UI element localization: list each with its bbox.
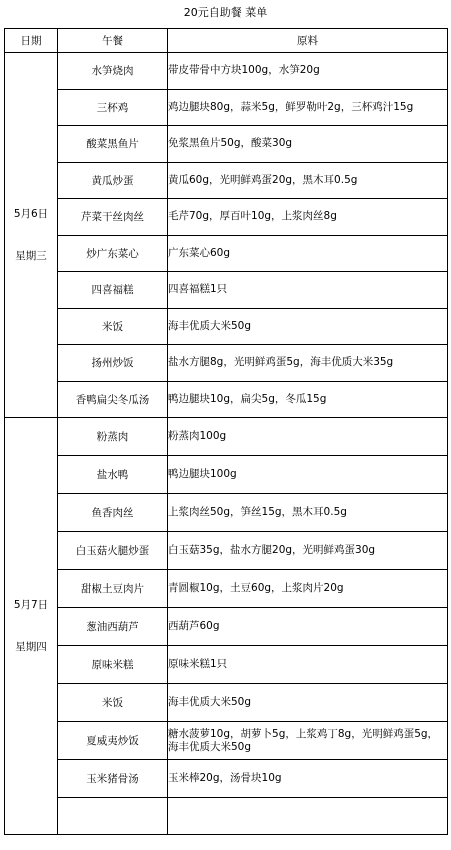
dish-name: 酸菜黑鱼片	[58, 126, 168, 163]
table-row	[5, 89, 448, 126]
dish-ingredients: 西葫芦60g	[168, 608, 448, 646]
table-row	[5, 345, 448, 382]
dish-ingredients: 鸭边腿块10g，扁尖5g，冬瓜15g	[168, 381, 448, 418]
dish-ingredients: 海丰优质大米50g	[168, 684, 448, 722]
date-label: 5月6日	[13, 208, 49, 220]
table-row	[5, 381, 448, 418]
dish-ingredients: 白玉菇35g，盐水方腿20g，光明鲜鸡蛋30g	[168, 532, 448, 570]
table-row	[5, 162, 448, 199]
dish-ingredients: 粉蒸肉100g	[168, 418, 448, 456]
dish-name: 甜椒土豆肉片	[58, 570, 168, 608]
dish-name: 鱼香肉丝	[58, 494, 168, 532]
dish-ingredients: 玉米棒20g，汤骨块10g	[168, 760, 448, 798]
dish-ingredients	[168, 798, 448, 835]
ingredients-line: 海丰优质大米50g	[168, 740, 252, 753]
date-label: 5月7日	[13, 599, 49, 611]
page-title: 20元自助餐 菜单	[183, 6, 268, 19]
dish-ingredients: 黄瓜60g，光明鲜鸡蛋20g，黑木耳0.5g	[168, 162, 448, 199]
table-row	[5, 760, 448, 798]
dish-ingredients: 海丰优质大米50g	[168, 308, 448, 345]
table-row	[5, 684, 448, 722]
dish-name: 四喜福糕	[58, 272, 168, 309]
dish-ingredients: 鸭边腿块100g	[168, 456, 448, 494]
table-row	[5, 308, 448, 345]
header-ingredients: 原料	[168, 29, 448, 53]
weekday-label: 星期三	[15, 250, 47, 262]
date-cell	[5, 418, 58, 835]
dish-name: 粉蒸肉	[58, 418, 168, 456]
header-row	[5, 29, 448, 53]
table-row	[5, 53, 448, 90]
dish-name: 水笋烧肉	[58, 53, 168, 90]
dish-name: 玉米猪骨汤	[58, 760, 168, 798]
dish-name: 黄瓜炒蛋	[58, 162, 168, 199]
table-row	[5, 532, 448, 570]
dish-name: 夏威夷炒饭	[58, 722, 168, 760]
weekday-label: 星期四	[15, 641, 47, 653]
date-cell	[5, 53, 58, 418]
ingredients-line: 糖水菠萝10g，胡萝卜5g，上浆鸡丁8g，光明鲜鸡蛋5g，	[168, 727, 439, 740]
header-date: 日期	[5, 29, 58, 53]
table-row	[5, 418, 448, 456]
dish-ingredients: 毛芹70g，厚百叶10g，上浆肉丝8g	[168, 199, 448, 236]
dish-name: 葱油西葫芦	[58, 608, 168, 646]
table-row	[5, 494, 448, 532]
dish-ingredients: 上浆肉丝50g，笋丝15g，黑木耳0.5g	[168, 494, 448, 532]
table-row	[5, 235, 448, 272]
table-row	[5, 199, 448, 236]
dish-ingredients: 广东菜心60g	[168, 235, 448, 272]
dish-ingredients: 青圆椒10g，土豆60g，上浆肉片20g	[168, 570, 448, 608]
table-row	[5, 570, 448, 608]
dish-ingredients: 原味米糕1只	[168, 646, 448, 684]
dish-name: 扬州炒饭	[58, 345, 168, 382]
dish-name: 米饭	[58, 308, 168, 345]
table-row	[5, 456, 448, 494]
table-row	[5, 722, 448, 760]
header-lunch: 午餐	[58, 29, 168, 53]
dish-ingredients	[168, 722, 448, 760]
dish-ingredients: 鸡边腿块80g，蒜米5g，鲜罗勒叶2g，三杯鸡汁15g	[168, 89, 448, 126]
dish-ingredients: 免浆黑鱼片50g，酸菜30g	[168, 126, 448, 163]
dish-name: 炒广东菜心	[58, 235, 168, 272]
table-row	[5, 798, 448, 835]
table-row	[5, 646, 448, 684]
table-row	[5, 608, 448, 646]
dish-ingredients: 四喜福糕1只	[168, 272, 448, 309]
dish-name: 白玉菇火腿炒蛋	[58, 532, 168, 570]
dish-ingredients: 带皮带骨中方块100g，水笋20g	[168, 53, 448, 90]
menu-table	[4, 28, 448, 835]
dish-name	[58, 798, 168, 835]
table-row	[5, 272, 448, 309]
dish-ingredients: 盐水方腿8g，光明鲜鸡蛋5g，海丰优质大米35g	[168, 345, 448, 382]
dish-name: 芹菜干丝肉丝	[58, 199, 168, 236]
dish-name: 香鸭扁尖冬瓜汤	[58, 381, 168, 418]
dish-name: 原味米糕	[58, 646, 168, 684]
dish-name: 三杯鸡	[58, 89, 168, 126]
dish-name: 米饭	[58, 684, 168, 722]
dish-name: 盐水鸭	[58, 456, 168, 494]
table-row	[5, 126, 448, 163]
